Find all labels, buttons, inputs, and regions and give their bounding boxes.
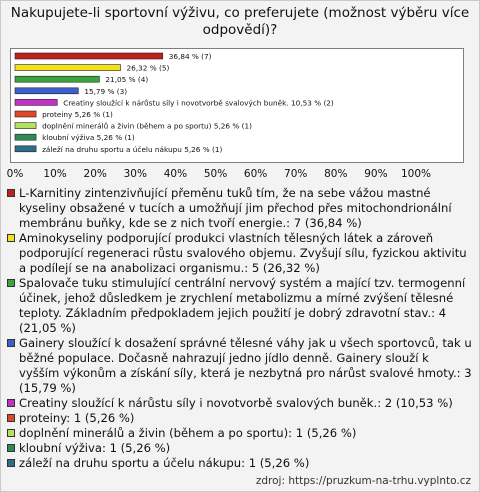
legend-label: záleží na druhu sportu a účelu nákupu: 1 (5,26 %) — [19, 456, 310, 470]
legend-item — [6, 336, 472, 396]
bar-0 — [15, 53, 163, 59]
x-tick-label: 80% — [324, 168, 348, 180]
legend-swatch — [7, 399, 15, 407]
chart-title: Nakupujete-li sportovní výživu, co preferujete (možnost výběru více odpovědí)? — [10, 5, 470, 38]
legend-swatch — [7, 234, 15, 242]
source-footer: zdroj: https://pruzkum-na-trhu.vyplnto.cz — [255, 475, 471, 487]
x-tick-label: 90% — [364, 168, 388, 180]
bar-2 — [15, 76, 99, 82]
bar-label-5: proteiny 5,26 % (1) — [42, 110, 113, 119]
x-tick-label: 100% — [400, 168, 432, 180]
legend-item — [6, 456, 472, 471]
legend-label: kloubní výživa: 1 (5,26 %) — [19, 441, 171, 455]
bar-4 — [15, 99, 57, 105]
bar-chart — [1, 1, 479, 186]
bar-label-8: záleží na druhu sportu a účelu nákupu 5,26 % (1) — [42, 144, 223, 154]
x-tick-label: 0% — [6, 168, 24, 180]
x-tick-label: 30% — [123, 168, 147, 180]
legend-swatch — [7, 279, 15, 287]
legend-swatch — [7, 189, 15, 197]
legend-item — [6, 441, 472, 456]
legend-item — [6, 396, 472, 411]
legend-item — [6, 411, 472, 426]
legend-swatch — [7, 339, 15, 347]
legend-label: Aminokyseliny podporující produkci vlastních tělesných látek a zároveň podporující regeneraci růstu svalového objemu. Zvyšují sílu, fyzickou aktivitu a podílejí se na anabolizaci organismu.: 5 (26,32 %) — [19, 231, 467, 275]
legend-label: L-Karnitiny zintenzivňující přeměnu tuků tím, že na sebe vážou mastné kyseliny obsažené v tucích a umožňují jim přechod přes mitochondrionální membránu buňky, kde se z nich tvoří energie.: 7 (36,84 %) — [19, 186, 452, 230]
x-tick-label: 10% — [43, 168, 67, 180]
x-tick-label: 50% — [203, 168, 228, 180]
bar-label-7: kloubní výživa 5,26 % (1) — [42, 133, 135, 143]
legend-swatch — [7, 414, 15, 422]
legend-label: doplnění minerálů a živin (během a po sportu): 1 (5,26 %) — [19, 426, 357, 440]
bar-6 — [15, 123, 36, 129]
bar-label-0: 36,84 % (7) — [168, 52, 212, 61]
bar-3 — [15, 88, 78, 94]
bar-5 — [15, 111, 36, 117]
bar-label-2: 21,05 % (4) — [105, 75, 149, 85]
legend-swatch — [7, 429, 15, 437]
x-tick-label: 70% — [284, 168, 308, 180]
bar-1 — [15, 65, 121, 71]
bar-label-4: Creatiny sloužící k nárůstu síly i novotvorbě svalových buněk. 10,53 % (2) — [63, 98, 334, 108]
x-tick-label: 40% — [163, 168, 188, 180]
bar-label-1: 26,32 % (5) — [126, 63, 170, 73]
bar-8 — [15, 146, 36, 152]
bar-label-6: doplnění minerálů a živin (během a po sportu) 5,26 % (1) — [42, 121, 252, 131]
legend-item — [6, 186, 472, 231]
legend-item — [6, 231, 472, 276]
legend-label: Creatiny sloužící k nárůstu síly i novotvorbě svalových buněk.: 2 (10,53 %) — [19, 396, 453, 410]
legend-swatch — [7, 444, 15, 452]
legend-label: Spalovače tuku stimulující centrální nervový systém a mající tzv. termogenní účinek, jehož důsledkem je zrychlení metabolizmu a mírné zvýšení tělesné teploty. Základním předpokladem jejich použití je dobrý zdravotní stav.: 4 (21,05 %) — [19, 276, 466, 335]
legend — [6, 186, 472, 471]
x-tick-label: 60% — [243, 168, 268, 180]
legend-label: proteiny: 1 (5,26 %) — [19, 411, 135, 425]
bar-7 — [15, 134, 36, 140]
x-tick-label: 20% — [83, 168, 107, 180]
legend-label: Gainery sloužící k dosažení správné tělesné váhy jak u všech sportovců, tak u běžné populace. Dočasně nahrazují jedno jídlo denně. Gainery slouží k vyšším výkonům a získání síly, která je nezbytná pro nárůst svalové hmoty.: 3 (15,79 %) — [19, 336, 472, 395]
legend-item — [6, 276, 472, 336]
bar-label-3: 15,79 % (3) — [84, 86, 128, 96]
legend-item — [6, 426, 472, 441]
legend-swatch — [7, 459, 15, 467]
